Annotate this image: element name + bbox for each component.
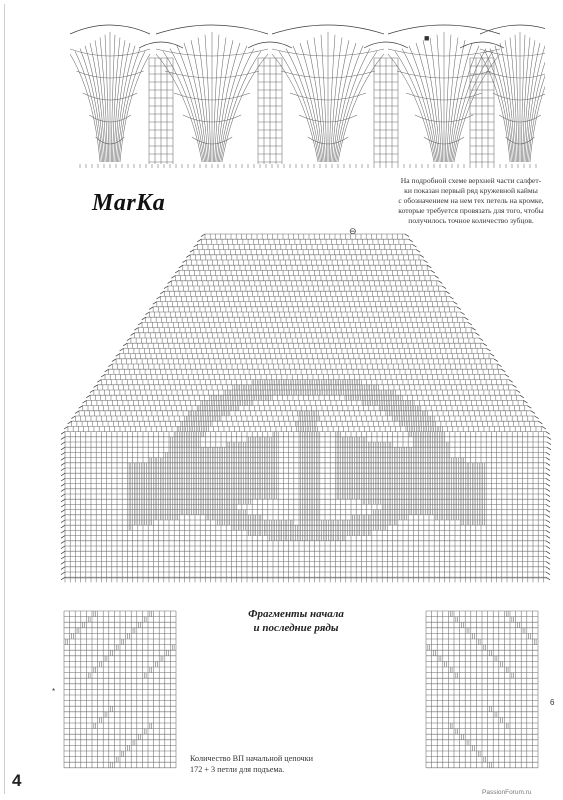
fragment-chart-right — [424, 609, 542, 774]
chart-note — [382, 176, 560, 226]
top-circle-marker: ⊖ — [349, 226, 357, 236]
note-line: которые требуется провязать для того, чтобы — [398, 206, 544, 215]
chain-note-line: Количество ВП начальной цепочки — [190, 754, 314, 763]
chain-count-note — [190, 753, 313, 775]
row-marker-left: * — [52, 687, 56, 696]
note-line: ки показан первый ряд кружевной каймы — [404, 186, 538, 195]
row-marker-right: 6 — [550, 698, 555, 707]
page-number: 4 — [12, 771, 22, 790]
lace-edging-chart — [70, 14, 545, 169]
note-line: получилось точное количество зубцов. — [408, 216, 534, 225]
doily-main-chart — [55, 226, 563, 588]
author-signature: MarKa — [92, 190, 166, 216]
fragments-title — [226, 607, 366, 635]
note-line: На подробной схеме верхней части салфет- — [400, 176, 542, 185]
fragments-title-line: Фрагменты начала — [248, 608, 344, 620]
fragments-title-line: и последние ряды — [253, 622, 339, 634]
chain-note-line: 172 + 3 петли для подъема. — [190, 765, 285, 774]
start-square-marker: ■ — [424, 33, 430, 43]
note-line: с обозначением на нем тех петель на кромке, — [398, 196, 544, 205]
watermark: PassionForum.ru — [482, 789, 532, 796]
fragment-chart-left — [62, 609, 180, 774]
